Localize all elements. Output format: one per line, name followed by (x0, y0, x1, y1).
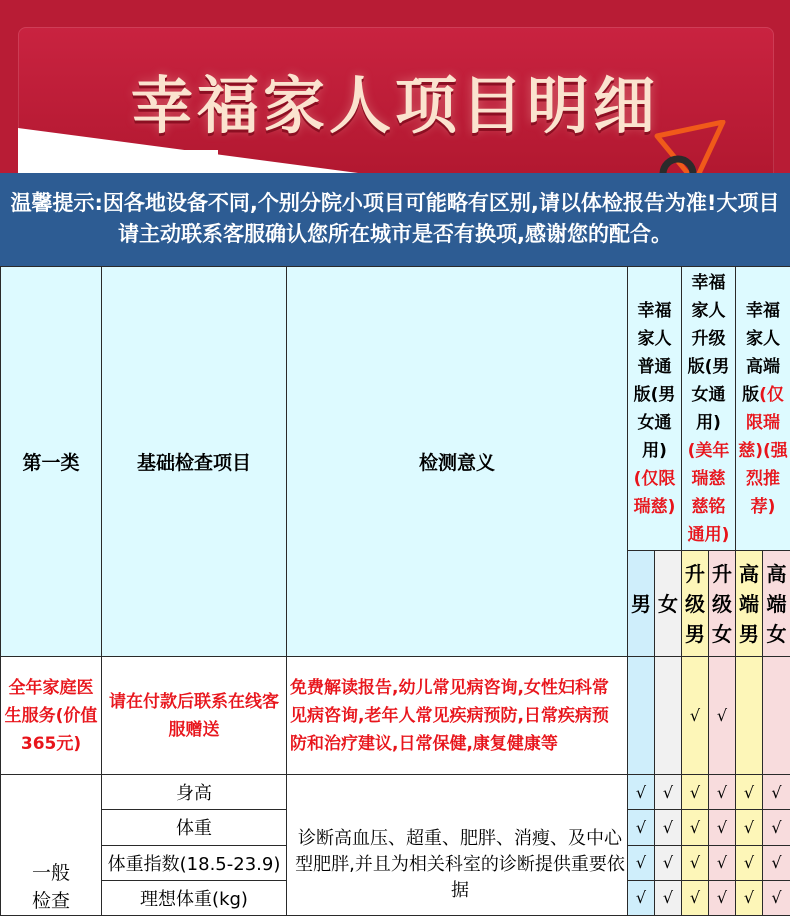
table-header-row (1, 267, 790, 551)
check-cell (655, 657, 682, 775)
subheader-upgrade-male: 升级男 (682, 551, 709, 657)
check-cell (628, 657, 655, 775)
check-cell: √ (736, 775, 763, 810)
header-meaning: 检测意义 (287, 267, 628, 657)
header-package-premium (736, 267, 790, 551)
item-weight: 体重 (102, 810, 287, 845)
check-cell: √ (682, 810, 709, 845)
check-cell: √ (655, 845, 682, 880)
table-row (1, 775, 790, 810)
package-upgrade-name: 幸福家人升级版(男女通用) (688, 273, 730, 433)
package-premium-note: (仅限瑞慈)(强烈推荐) (738, 385, 788, 517)
general-meaning-text: 诊断高血压、超重、肥胖、消瘦、及中心型肥胖,并且为相关科室的诊断提供重要依据 (287, 786, 627, 904)
check-cell: √ (682, 657, 709, 775)
check-cell: √ (682, 880, 709, 915)
play-icon (651, 120, 729, 173)
exam-items-table (0, 266, 790, 916)
check-cell: √ (628, 880, 655, 915)
page-title: 幸福家人项目明细 (0, 56, 790, 145)
check-cell: √ (709, 657, 736, 775)
check-cell: √ (682, 845, 709, 880)
header-banner (0, 0, 790, 173)
item-height: 身高 (102, 775, 287, 810)
table-row (1, 657, 790, 775)
check-cell: √ (763, 810, 790, 845)
check-cell: √ (682, 775, 709, 810)
check-cell (736, 657, 763, 775)
item-ideal-weight: 理想体重(kg) (102, 880, 287, 915)
check-cell: √ (655, 880, 682, 915)
subheader-premium-female: 高端女 (763, 551, 790, 657)
item-bmi: 体重指数(18.5-23.9) (102, 845, 287, 880)
check-cell: √ (628, 775, 655, 810)
header-items: 基础检查项目 (102, 267, 287, 657)
check-cell: √ (655, 810, 682, 845)
header-category: 第一类 (1, 267, 102, 657)
package-basic-note: (仅限瑞慈) (634, 469, 676, 517)
check-cell: √ (709, 880, 736, 915)
check-cell: √ (736, 810, 763, 845)
subheader-upgrade-female: 升级女 (709, 551, 736, 657)
header-package-upgrade (682, 267, 736, 551)
check-cell: √ (655, 775, 682, 810)
service-meaning: 免费解读报告,幼儿常见病咨询,女性妇科常见病咨询,老年人常见疾病预防,日常疾病预防和治疗建议,日常保健,康复健康等 (287, 657, 628, 775)
general-meaning (287, 775, 628, 916)
service-item: 请在付款后联系在线客服赠送 (102, 657, 287, 775)
check-cell: √ (763, 775, 790, 810)
check-cell (763, 657, 790, 775)
header-package-basic (628, 267, 682, 551)
check-cell: √ (628, 845, 655, 880)
package-premium-name: 幸福家人高端版 (742, 301, 780, 405)
subheader-premium-male: 高端男 (736, 551, 763, 657)
subheader-male: 男 (628, 551, 655, 657)
check-cell: √ (709, 810, 736, 845)
general-category-label: 一般检查 (1, 775, 101, 915)
check-cell: √ (628, 810, 655, 845)
check-cell: √ (709, 775, 736, 810)
subheader-female: 女 (655, 551, 682, 657)
package-upgrade-note: (美年瑞慈慈铭通用) (688, 441, 730, 545)
package-basic-name: 幸福家人普通版(男女通用) (634, 301, 676, 461)
check-cell: √ (736, 880, 763, 915)
check-cell: √ (763, 880, 790, 915)
check-cell: √ (709, 845, 736, 880)
check-cell: √ (736, 845, 763, 880)
check-cell: √ (763, 845, 790, 880)
general-category (1, 775, 102, 916)
notice-banner: 温馨提示:因各地设备不同,个别分院小项目可能略有区别,请以体检报告为准!大项目请主动联系客服确认您所在城市是否有换项,感谢您的配合。 (0, 173, 790, 266)
service-category: 全年家庭医生服务(价值365元) (1, 657, 102, 775)
